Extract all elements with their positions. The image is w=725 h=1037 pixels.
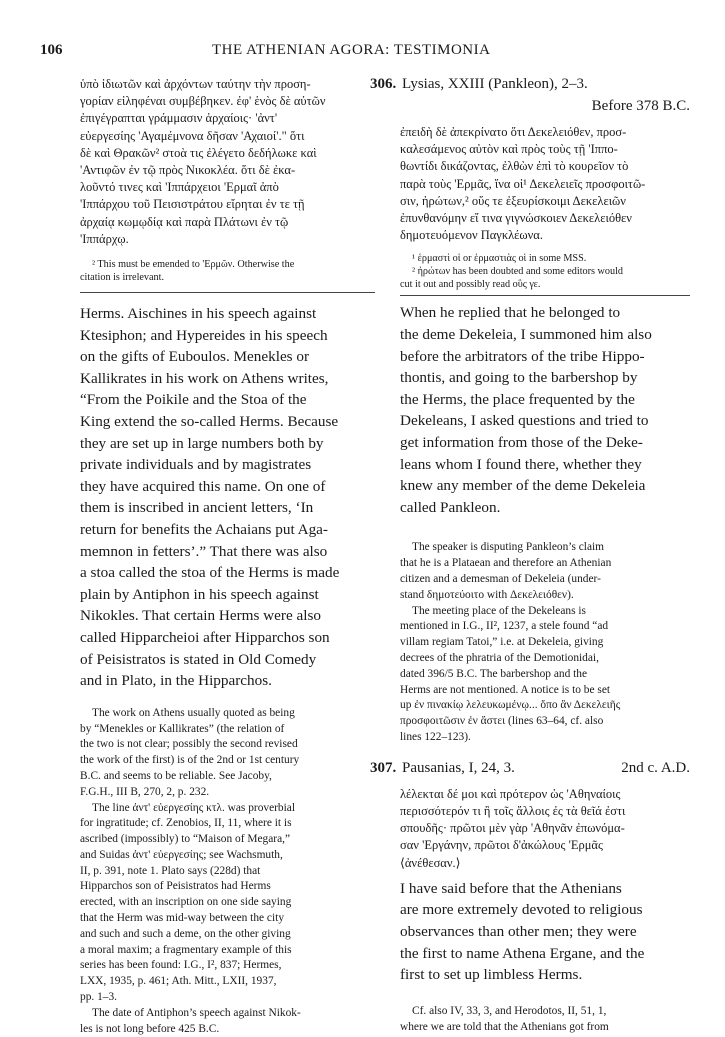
text-line: ἐπιγέγραπται γράμμασιν ἀρχαίοις· 'ἀντ' [80,111,278,126]
text-line: 'Αντιφῶν ἐν τῷ πρὸς Νικοκλέα. ὅτι δὲ ἐκα- [80,163,296,178]
text-line: δὲ καὶ Θρακῶν² στοὰ τις ἐλέγετο δεδήλωκε καὶ [80,145,317,160]
text-line: λέλεκται δέ μοι καὶ πρότερον ὡς 'Αθηναίοις [400,786,621,801]
footnote [80,258,375,284]
text-line: King extend the so-called Herms. Because [80,413,339,430]
commentary-block [80,706,375,1037]
text-line: first to set up limbless Herms. [400,966,583,984]
entry-number: 307. [370,759,397,776]
text-line: lines 122–123). [400,730,471,743]
text-line: erected, with an inscription on one side saying [80,896,292,909]
text-line: by “Menekles or Kallikrates” (the relation of [80,722,285,735]
text-line: called Pankleon. [400,498,501,516]
text-line: ⟨ἀνέθεσαν.⟩ [400,855,461,870]
text-line: I have said before that the Athenians [400,879,622,897]
text-line: leans whom I found there, whether they [400,455,642,473]
text-line: villam regiam Tatoi,” i.e. at Dekeleia, giving [400,636,604,649]
text-line: les is not long before 425 B.C. [80,1022,220,1035]
text-line: ἐπειδὴ δὲ ἀπεκρίνατο ὅτι Δεκελειόθεν, προσ- [400,125,627,139]
entry-date: Before 378 B.C. [591,98,690,114]
text-line: cut it out and possibly read οὓς γε. [400,279,541,291]
text-line: return for benefits the Achaians put Aga- [80,520,328,538]
text-line: προσφοιτῶσιν ἐν ἄστει (lines 63–64, cf. also [400,715,604,728]
text-line: the first to name Athena Ergane, and the [400,944,645,962]
text-line: that the Herm was mid-way between the city [80,912,285,925]
text-line: get information from those of the Deke- [400,433,643,451]
text-line: on the gifts of Euboulos. Menekles or [80,348,310,366]
text-line: are more extremely devoted to religious [400,901,643,919]
text-line: Dekeleans, I asked questions and tried to [400,412,649,430]
page-number: 106 [40,42,63,58]
text-line: the two is not clear; possibly the second revised [80,738,298,751]
text-line: εὐεργεσίης 'Αγαμέμνονα δῆσαν 'Αχαιοί'." ὅτι [80,128,305,143]
text-line: memnon in fetters’.” That there was also [80,542,328,560]
text-line: ascribed (impossibly) to “Maison of Megara,” [80,833,291,846]
text-line: that he is a Plataean and therefore an Athenian [400,557,612,570]
text-line: II, p. 391, note 1. Plato says (228d) that [80,864,261,877]
text-line: dated 396/5 B.C. The barbershop and the [400,667,588,680]
text-line: them is inscribed in ancient letters, ‘In [80,499,314,517]
text-line: καλεσάμενος αὐτὸν καὶ πρὸς τοὺς τῇ 'Ιππο- [400,142,618,157]
text-line: Ktesiphon; and Hypereides in his speech [80,326,328,344]
text-line: παρὰ τοὺς 'Ερμᾶς, ἵνα οἱ¹ Δεκελειεῖς προσφοιτῶ- [400,176,646,191]
text-line: and Suidas ἀντ' εὐεργεσίης; see Wachsmuth, [80,848,283,861]
text-line: observances than other men; they were [400,922,637,940]
greek-text-block [400,124,690,244]
entry-source: Lysias, XXIII (Pankleon), 2–3. [402,76,588,92]
entry-date: 2nd c. A.D. [621,759,690,776]
translation-block [400,302,690,518]
left-column [80,76,375,1037]
text-line: citation is irrelevant. [80,272,165,284]
text-line: where we are told that the Athenians got from [400,1020,609,1033]
text-line: “From the Poikile and the Stoa of the [80,391,307,409]
entry-source: Pausanias, I, 24, 3. [402,759,515,776]
text-line: private individuals and by magistrates [80,456,312,474]
text-line: for ingratitude; cf. Zenobios, II, 11, where it is [80,817,292,830]
text-line: mentioned in I.G., II², 1237, a stele found “ad [400,620,609,633]
text-line: ² This must be emended to 'Ερμῶν. Otherwise the [92,259,295,271]
text-line: σπουδῆς· πρῶτοι μὲν γὰρ 'Αθηνᾶν ἐπωνόμα- [400,821,625,836]
text-line: the deme Dekeleia, I summoned him also [400,326,652,344]
text-line: σαν 'Εργάνην, πρῶτοι δ'ἀκώλους 'Ερμᾶς [400,838,603,853]
text-line: σιν, ἠρώτων,² οὕς τε ἐξευρίσκοιμι Δεκελειῶν [400,193,626,208]
text-line: a stoa called the stoa of the Herms is made [80,564,340,582]
text-line: Kallikrates in his work on Athens writes, [80,369,329,387]
greek-text-block [80,76,375,248]
divider [400,295,690,296]
text-line: citizen and a demesman of Dekeleia (under- [400,572,601,585]
text-line: The date of Antiphon’s speech against Nikok- [92,1006,301,1019]
text-line: thontis, and going to the barbershop by [400,369,638,387]
text-line: the work of the first) is of the 2nd or 1st century [80,754,300,767]
text-line: Nikokles. That certain Herms were also [80,607,321,625]
text-line: ² ἠρώτων has been doubted and some editors would [412,266,623,278]
text-line: λοῦντό τινες καὶ 'Ιππάρχειοι 'Ερμαῖ ἀπὸ [80,180,279,195]
translation-block [400,878,690,986]
text-line: a moral maxim; a fragmentary example of this [80,943,292,956]
running-title: THE ATHENIAN AGORA: TESTIMONIA [212,42,491,58]
footnotes [400,252,690,291]
text-line: the Herms, the place frequented by the [400,390,635,408]
text-line: γορίαν εἰληφέναι συμβέβηκεν. ἐφ' ἑνὸς δὲ αὐτῶν [80,94,326,109]
text-line: and in Plato, in the Hipparchos. [80,672,272,690]
text-line: decrees of the phratria of the Demotionidai, [400,651,599,664]
text-line: series has been found: I.G., I², 837; Hermes, [80,959,282,972]
text-line: δημοτευόμενον Παγκλέωνα. [400,228,543,243]
text-line: LXX, 1935, p. 461; Ath. Mitt., LXII, 1937, [80,975,277,988]
text-line: plain by Antiphon in his speech against [80,585,319,603]
text-line: called Hipparcheioi after Hipparchos son [80,628,330,646]
commentary-block [400,1004,690,1036]
text-line: The line ἀντ' εὐεργεσίης κτλ. was proverbial [92,801,296,814]
entry-number: 306. [370,76,397,92]
right-column [370,76,690,1035]
text-line: περισσότερόν τι ἢ τοῖς ἄλλοις ἐς τὰ θεῖά ἐστι [400,803,626,818]
page-header [0,42,725,66]
text-line: 'Ιππάρχῳ. [80,231,129,246]
text-line: up ἐν πινακίῳ λελευκωμένῳ... ὅπο ἂν Δεκελειῆς [400,699,621,712]
text-line: knew any member of the deme Dekeleia [400,477,646,495]
text-line: ἀρχαίᾳ κωμῳδίᾳ καὶ παρὰ Πλάτωνι ἐν τῷ [80,214,289,229]
text-line: B.C. and seems to be reliable. See Jacoby, [80,769,272,782]
text-line: θωντίδι δικάζοντας, ἐλθὼν ἐπὶ τὸ κουρεῖον τὸ [400,159,629,174]
text-line: they are set up in large numbers both by [80,434,324,452]
greek-text-block [400,786,690,872]
text-line: they have acquired this name. On one of [80,477,326,495]
text-line: Hipparchos son of Peisistratos had Herms [80,880,271,893]
entry-306-heading [370,76,690,98]
text-line: 'Ιππάρχου τοῦ Πεισιστράτου εἴρηται ἐν τε τῇ [80,197,305,212]
text-line: F.G.H., III B, 270, 2, p. 232. [80,785,210,798]
text-line: The speaker is disputing Pankleon’s claim [412,541,605,554]
entry-307-heading [370,759,690,782]
commentary-block [400,540,690,745]
text-line: ἐπυνθανόμην εἴ τινα γιγνώσκοιεν Δεκελειόθεν [400,211,632,226]
divider [80,292,375,293]
text-line: and such and such a deme, on the other giving [80,927,291,940]
text-line: Cf. also IV, 33, 3, and Herodotos, II, 51, 1, [412,1004,607,1017]
text-line: pp. 1–3. [80,991,118,1004]
text-line: ὑπὸ ἰδιωτῶν καὶ ἀρχόντων ταύτην τὴν προση- [80,77,311,91]
text-line: of Peisistratos is stated in Old Comedy [80,650,317,668]
text-line: ¹ ἑρμαστὶ οἱ or ἑρμαστιὰς οἱ in some MSS. [412,253,587,265]
text-line: before the arbitrators of the tribe Hippo- [400,347,645,365]
text-line: When he replied that he belonged to [400,304,621,322]
translation-block [80,303,375,692]
text-line: Herms are not mentioned. A notice is to be set [400,683,611,696]
text-line: The work on Athens usually quoted as being [92,706,295,719]
text-line: Herms. Aischines in his speech against [80,305,317,323]
text-line: stand δημοτεύοιτο with Δεκελειόθεν). [400,588,574,601]
text-line: The meeting place of the Dekeleans is [412,604,586,617]
